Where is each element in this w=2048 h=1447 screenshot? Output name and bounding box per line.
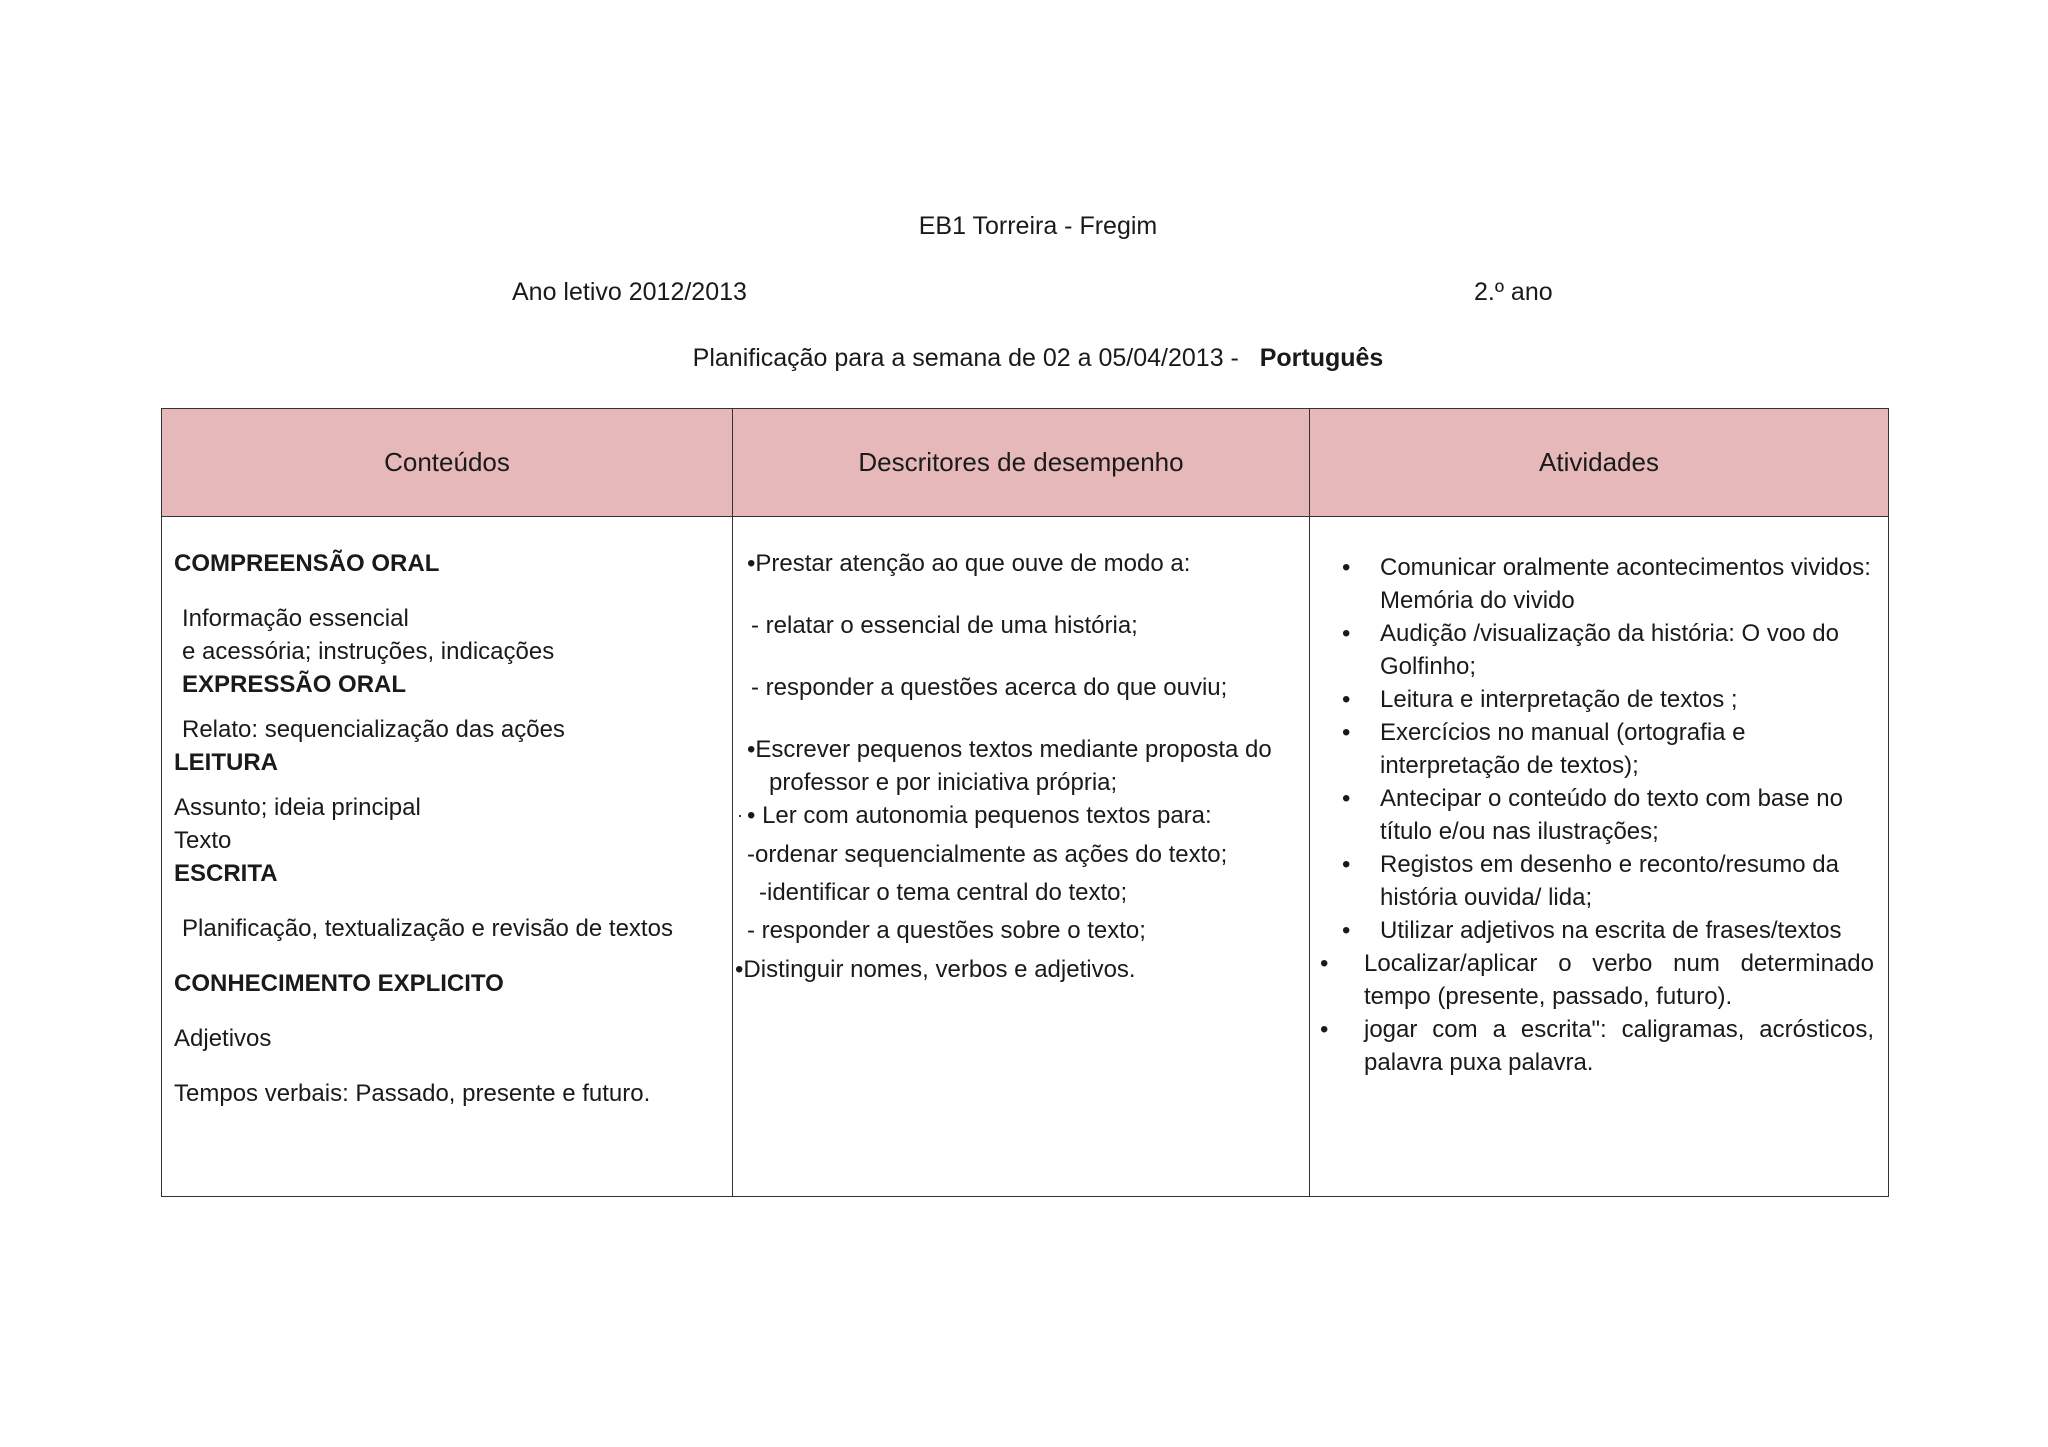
activities-list <box>1320 551 1874 1079</box>
bullet-icon: • <box>1320 950 1329 977</box>
column-header-activities: Atividades <box>1310 409 1889 517</box>
list-item: • Registos em desenho e reconto/resumo da história ouvida/ lida; <box>1320 848 1874 914</box>
table-header-row <box>162 409 1889 517</box>
descriptor-item: - responder a questões acerca do que ouviu; <box>751 674 1228 701</box>
list-item: • Localizar/aplicar o verbo num determinado tempo (presente, passado, futuro). <box>1320 947 1874 1013</box>
bullet-icon: • <box>1342 719 1351 746</box>
content-line: Planificação, textualização e revisão de textos <box>182 915 673 942</box>
grade-level: 2.º ano <box>1474 278 1553 306</box>
bullet-icon: • <box>1342 686 1351 713</box>
list-item: • jogar com a escrita": caligramas, acrósticos, palavra puxa palavra. <box>1320 1013 1874 1079</box>
content-line: Tempos verbais: Passado, presente e futuro. <box>174 1080 651 1107</box>
bullet-icon: • <box>1342 851 1351 878</box>
descriptor-item: - relatar o essencial de uma história; <box>751 612 1138 639</box>
list-item: • Audição /visualização da história: O voo do Golfinho; <box>1320 617 1874 683</box>
descriptor-text: • Ler com autonomia pequenos textos para: <box>747 802 1212 829</box>
descriptor-item: -ordenar sequencialmente as ações do texto; <box>747 841 1228 868</box>
column-header-descriptors: Descritores de desempenho <box>733 409 1310 517</box>
descriptor-item: - responder a questões sobre o texto; <box>747 917 1146 944</box>
bullet-icon: • <box>1342 917 1351 944</box>
list-item: • Antecipar o conteúdo do texto com base no título e/ou nas ilustrações; <box>1320 782 1874 848</box>
section-heading: CONHECIMENTO EXPLICITO <box>174 970 504 997</box>
bullet-icon: • <box>1342 785 1351 812</box>
bullet-icon: • <box>1342 554 1351 581</box>
list-item: • Utilizar adjetivos na escrita de frases/textos <box>1320 914 1874 947</box>
descriptor-item: •Escrever pequenos textos mediante proposta do professor e por iniciativa própria; <box>747 736 1272 796</box>
school-name: EB1 Torreira - Fregim <box>918 212 1158 240</box>
column-header-contents: Conteúdos <box>162 409 733 517</box>
list-item: • Exercícios no manual (ortografia e interpretação de textos); <box>1320 716 1874 782</box>
planning-table <box>161 408 1889 1197</box>
list-item: • Leitura e interpretação de textos ; <box>1320 683 1874 716</box>
section-heading: EXPRESSÃO ORAL <box>182 671 407 698</box>
descriptor-item: •Prestar atenção ao que ouve de modo a: <box>747 550 1191 577</box>
activities-cell <box>1310 517 1889 1197</box>
descriptor-item: -identificar o tema central do texto; <box>759 879 1128 906</box>
section-heading: LEITURA <box>174 749 278 776</box>
table-body-row <box>162 517 1889 1197</box>
plan-title <box>0 342 2048 375</box>
subject-name: Português <box>1259 344 1384 372</box>
school-year: Ano letivo 2012/2013 <box>512 278 747 306</box>
content-line: Relato: sequencialização das ações <box>182 716 565 743</box>
content-line: Texto <box>174 827 232 854</box>
descriptors-cell <box>733 517 1310 1197</box>
content-line: Assunto; ideia principal <box>174 794 421 821</box>
content-line: Informação essencial <box>182 605 409 632</box>
bullet-icon: • <box>1342 620 1351 647</box>
section-heading: COMPREENSÃO ORAL <box>174 550 440 577</box>
content-line: Adjetivos <box>174 1025 272 1052</box>
plan-title-text: Planificação para a semana de 02 a 05/04/2013 - <box>692 344 1239 372</box>
list-item: • Comunicar oralmente acontecimentos vividos: Memória do vivido <box>1320 551 1874 617</box>
section-heading: ESCRITA <box>174 860 278 887</box>
stray-bullet-icon: · <box>737 805 743 825</box>
content-line: e acessória; instruções, indicações <box>182 638 555 665</box>
descriptor-item <box>737 799 1301 832</box>
descriptor-item: •Distinguir nomes, verbos e adjetivos. <box>735 956 1136 983</box>
bullet-icon: • <box>1320 1016 1329 1043</box>
contents-cell <box>162 517 733 1197</box>
